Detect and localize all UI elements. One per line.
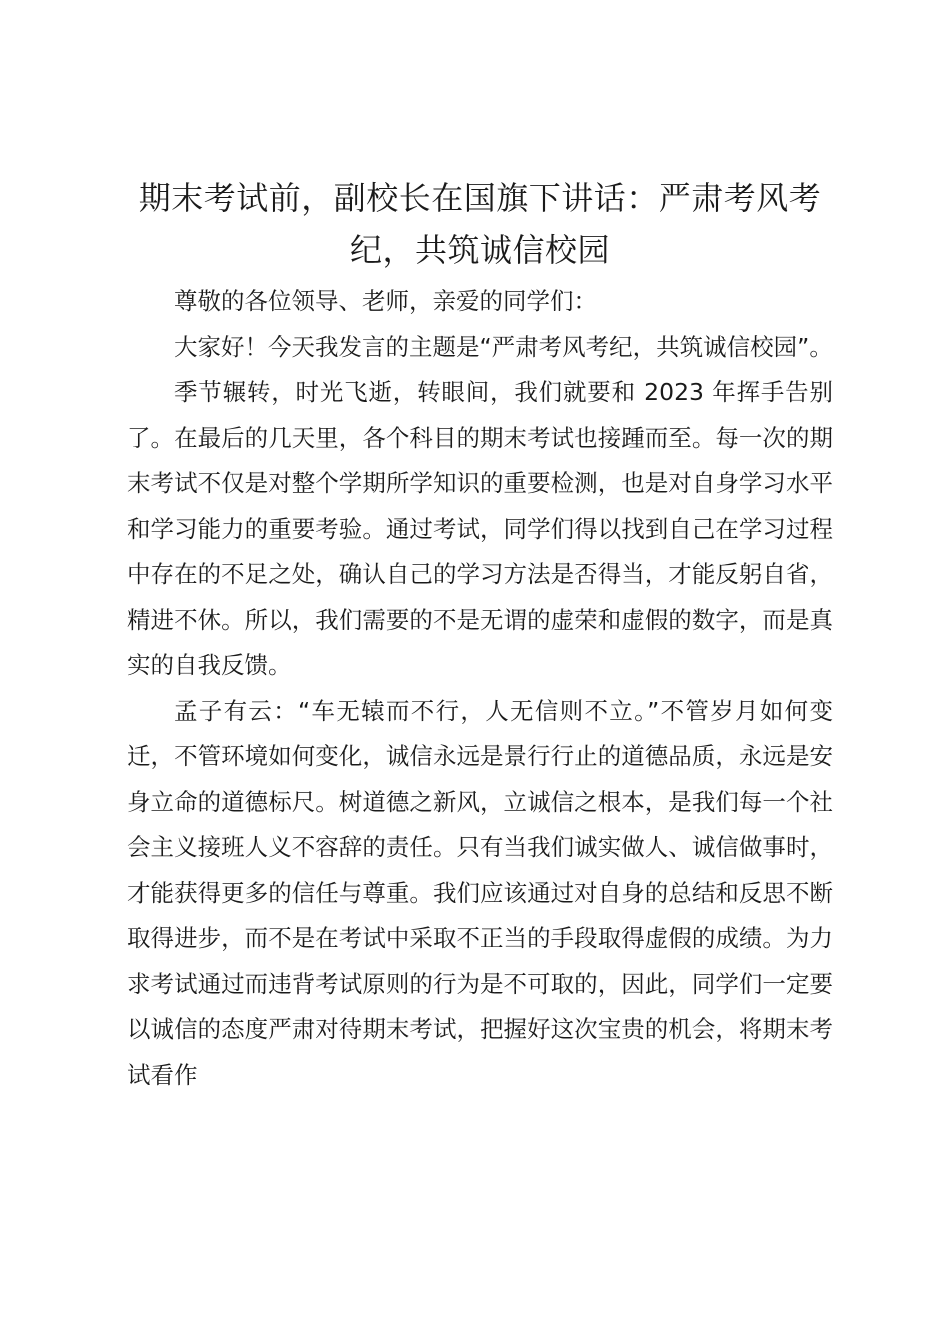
- greeting-paragraph: 大家好！今天我发言的主题是“严肃考风考纪，共筑诚信校园”。: [174, 332, 833, 361]
- document-title: 期末考试前，副校长在国旗下讲话：严肃考风考纪，共筑诚信校园: [138, 179, 822, 269]
- body-paragraph: 季节辗转，时光飞逝，转眼间，我们就要和 2023 年挥手告别了。在最后的几天里，各个科目的期末考试也接踵而至。每一次的期末考试不仅是对整个学期所学知识的重要检测，也是对自身学习水平和学习能力的重要考验。通过考试，同学们得以找到自己在学习过程中存在的不足之处，确认自己的学习方法是否得当，才能反躬自省，精进不休。所以，我们需要的不是无谓的虚荣和虚假的数字，而是真实的自我反馈。: [127, 378, 833, 679]
- document-body: [127, 172, 833, 1098]
- salutation-paragraph: 尊敬的各位领导、老师，亲爱的同学们：: [174, 287, 597, 315]
- body-paragraph: 孟子有云：“车无辕而不行，人无信则不立。”不管岁月如何变迁，不管环境如何变化，诚信永远是景行行止的道德品质，永远是安身立命的道德标尺。树道德之新风，立诚信之根本，是我们每一个社会主义接班人义不容辞的责任。只有当我们诚实做人、诚信做事时，才能获得更多的信任与尊重。我们应该通过对自身的总结和反思不断取得进步，而不是在考试中采取不正当的手段取得虚假的成绩。为力求考试通过而违背考试原则的行为是不可取的，因此，同学们一定要以诚信的态度严肃对待期末考试，把握好这次宝贵的机会，将期末考试看作: [127, 696, 833, 1089]
